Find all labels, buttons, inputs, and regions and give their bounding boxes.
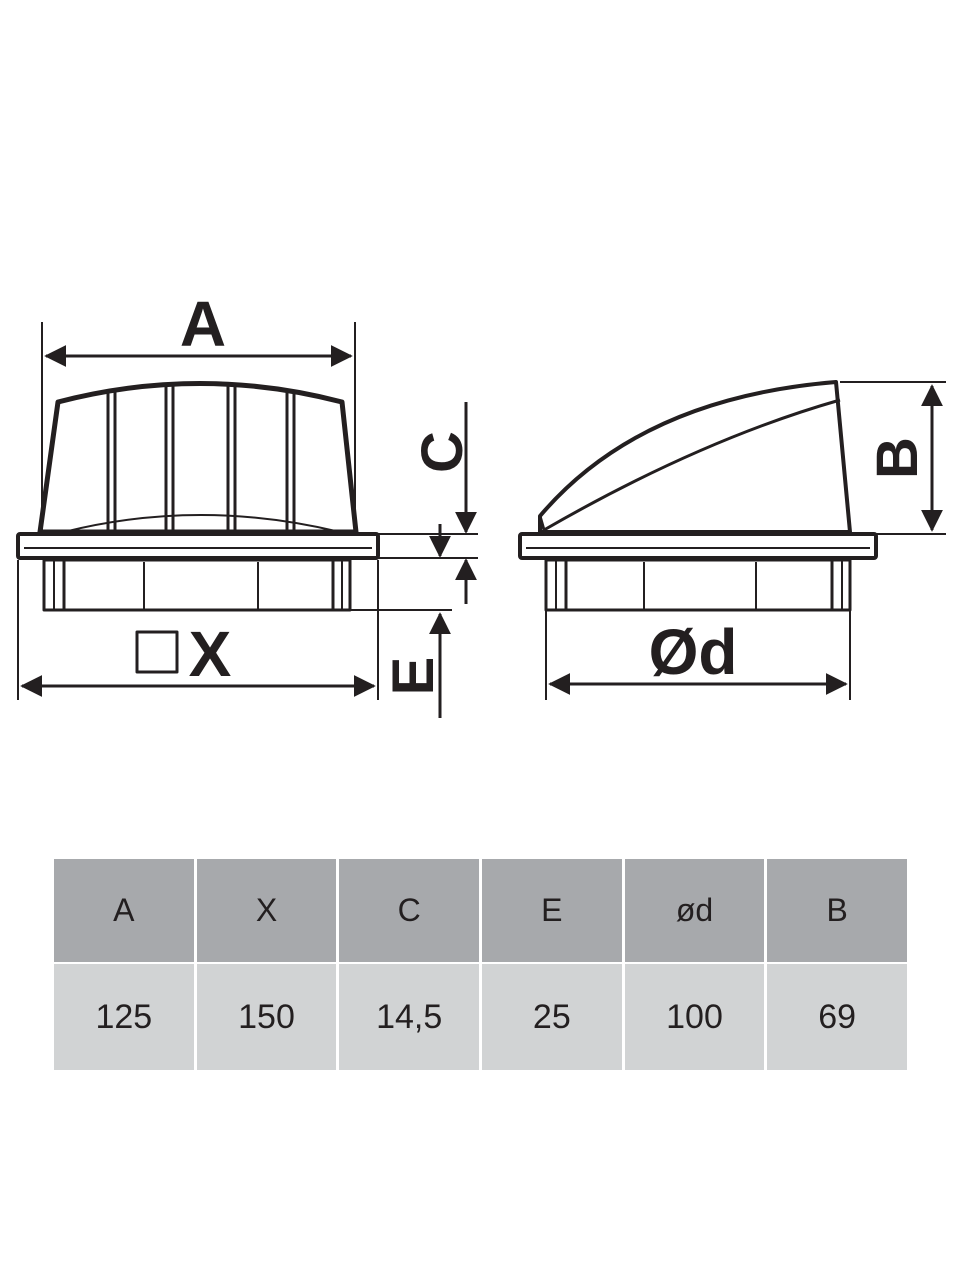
value-cell: 25 [482,964,622,1070]
dimensions-table [54,859,907,1070]
value-cell: 125 [54,964,194,1070]
base-plate [18,534,378,558]
value-cell: 69 [767,964,907,1070]
side-base-plate [520,534,876,558]
value-cell: 150 [197,964,337,1070]
value-cell: 14,5 [339,964,479,1070]
header-cell: B [767,859,907,964]
label-B: B [865,437,930,479]
header-cell: C [339,859,479,964]
header-cell: A [54,859,194,964]
header-cell: X [197,859,337,964]
side-spigot [546,560,850,610]
value-cell: 100 [625,964,765,1070]
label-diameter: Ød [648,616,738,688]
square-symbol-icon [137,632,177,672]
hood-outline [40,384,356,533]
spigot [44,560,350,610]
hood-profile [540,382,850,532]
header-cell: ød [625,859,765,964]
header-cell: E [482,859,622,964]
label-C: C [410,431,475,473]
label-X: X [188,618,232,690]
label-E: E [381,656,446,696]
label-A: A [179,288,227,360]
